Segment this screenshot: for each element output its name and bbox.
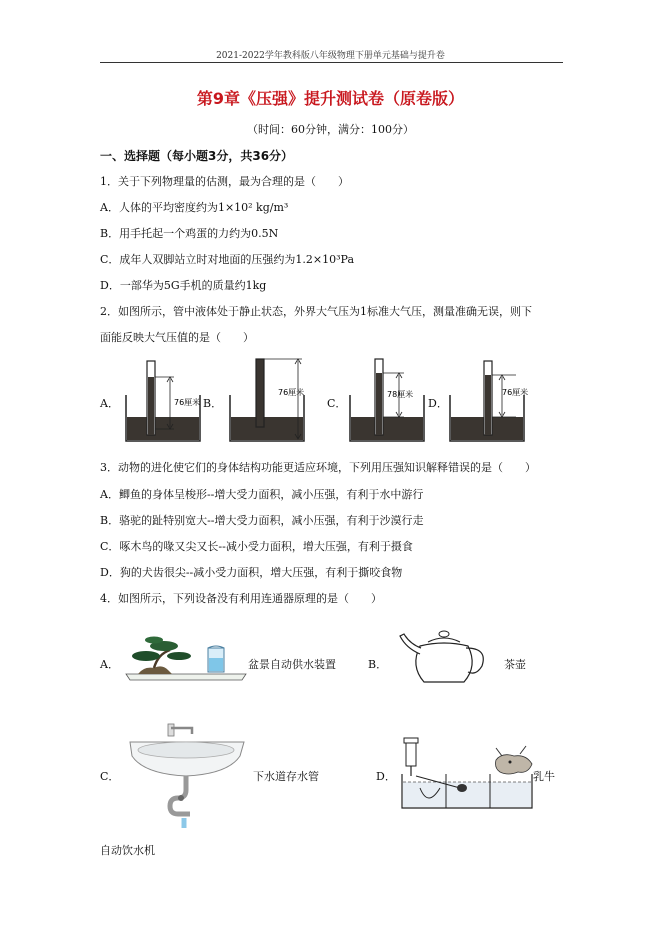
barometer-c-mark: 78厘米 bbox=[387, 390, 414, 399]
barometer-figure-d bbox=[446, 355, 528, 445]
bonsai-water-device-figure bbox=[124, 634, 248, 684]
question-4-label-d: D． bbox=[376, 770, 396, 783]
question-3-option-a: A．鲫鱼的身体呈梭形--增大受力面积，减小压强，有利于水中游行 bbox=[100, 488, 424, 501]
exam-info: （时间：60分钟，满分：100分） bbox=[247, 123, 414, 136]
barometer-figure-a bbox=[122, 355, 204, 445]
question-3-option-b: B．骆驼的趾特别宽大--增大受力面积，减小压强，有利于沙漠行走 bbox=[100, 514, 424, 527]
question-2-label-a: A． bbox=[100, 397, 119, 410]
barometer-figure-b bbox=[226, 355, 316, 445]
question-4-label-c: C． bbox=[100, 770, 120, 783]
question-1-option-d: D．一部华为5G手机的质量约1kg bbox=[100, 279, 267, 292]
barometer-b-mark: 76厘米 bbox=[278, 388, 305, 397]
question-4-label-a: A． bbox=[100, 658, 119, 671]
section-heading: 一、选择题（每小题3分，共36分） bbox=[100, 149, 294, 163]
sink-trap-figure bbox=[124, 722, 248, 830]
question-2-label-d: D． bbox=[428, 397, 448, 410]
question-4-caption-c: 下水道存水管 bbox=[253, 770, 319, 783]
page-header: 2021-2022学年教科版八年级物理下册单元基础与提升卷 bbox=[216, 51, 445, 61]
barometer-a-mark: 76厘米 bbox=[174, 398, 201, 407]
cow-drinker-figure bbox=[400, 730, 534, 816]
barometer-d-mark: 76厘米 bbox=[502, 388, 528, 397]
barometer-figure-c bbox=[346, 355, 428, 445]
header-divider bbox=[100, 62, 563, 63]
question-4-caption-b: 茶壶 bbox=[504, 658, 526, 671]
question-2-label-c: C． bbox=[327, 397, 347, 410]
question-4-caption-d: 乳牛 bbox=[533, 770, 555, 783]
question-2-stem-line1: 2．如图所示，管中液体处于静止状态，外界大气压为1标准大气压，测量准确无误，则下 bbox=[100, 305, 532, 318]
question-1-option-a: A．人体的平均密度约为1×10² kg/m³ bbox=[100, 201, 289, 214]
teapot-figure bbox=[396, 626, 492, 688]
question-3-option-c: C．啄木鸟的喙又尖又长--减小受力面积，增大压强，有利于摄食 bbox=[100, 540, 413, 553]
question-2-stem-line2: 面能反映大气压值的是（ ） bbox=[100, 331, 254, 344]
question-2-label-b: B． bbox=[203, 397, 223, 410]
page-title: 第9章《压强》提升测试卷（原卷版） bbox=[196, 89, 465, 108]
question-1-option-b: B．用手托起一个鸡蛋的力约为0.5N bbox=[100, 227, 279, 240]
question-3-stem: 3．动物的进化使它们的身体结构功能更适应环境，下列用压强知识解释错误的是（ ） bbox=[100, 461, 536, 474]
question-3-option-d: D．狗的犬齿很尖--减小受力面积，增大压强，有利于撕咬食物 bbox=[100, 566, 403, 579]
question-4-caption-a: 盆景自动供水装置 bbox=[248, 658, 336, 671]
question-4-trailing-caption: 自动饮水机 bbox=[100, 844, 155, 857]
question-1-option-c: C．成年人双脚站立时对地面的压强约为1.2×10³Pa bbox=[100, 253, 354, 266]
question-4-label-b: B． bbox=[368, 658, 388, 671]
question-4-stem: 4．如图所示，下列设备没有利用连通器原理的是（ ） bbox=[100, 592, 382, 605]
question-1-stem: 1．关于下列物理量的估测，最为合理的是（ ） bbox=[100, 175, 349, 188]
